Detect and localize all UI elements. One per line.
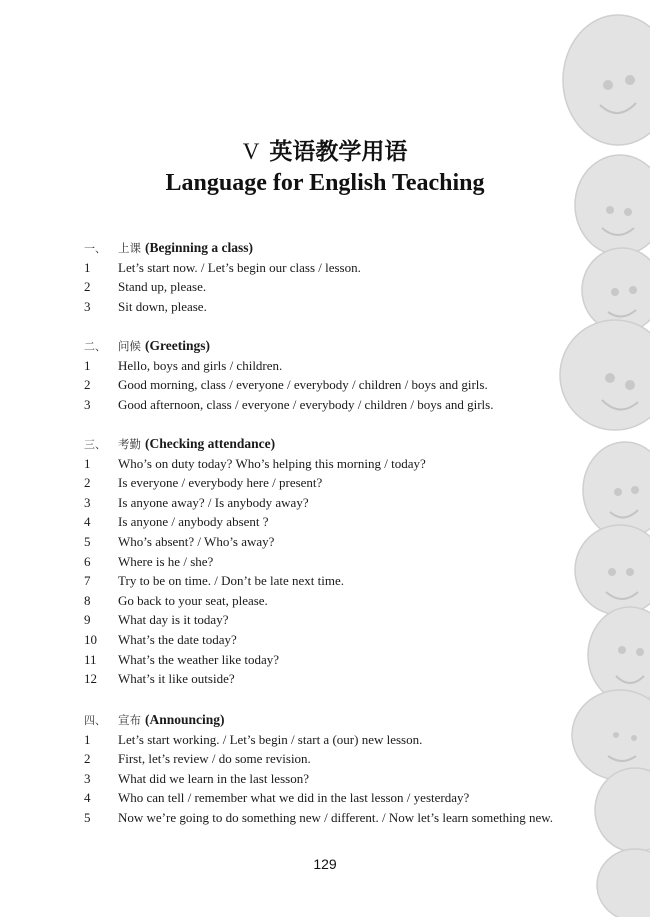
section-title-en: (Checking attendance)	[145, 436, 276, 451]
item-number: 1	[84, 357, 91, 373]
item-number: 2	[84, 751, 91, 767]
item-number: 1	[84, 731, 91, 747]
page-title-chinese	[0, 133, 650, 166]
section-title-cn: 宣布	[118, 713, 141, 727]
item-text: Who’s absent? / Who’s away?	[118, 533, 275, 549]
item-number: 8	[84, 592, 91, 608]
section-greetings	[84, 336, 584, 414]
item-number: 2	[84, 475, 91, 491]
item-number: 12	[84, 671, 97, 687]
item-text: Good afternoon, class / everyone / everybody / children / boys and girls.	[118, 396, 494, 412]
list-item	[84, 650, 584, 670]
item-text: What day is it today?	[118, 612, 229, 628]
item-text: First, let’s review / do some revision.	[118, 751, 311, 767]
item-text: What’s the date today?	[118, 631, 237, 647]
title-cn-text: 英语教学用语	[269, 139, 408, 165]
section-title-cn: 考勤	[118, 437, 141, 451]
item-text: What’s the weather like today?	[118, 651, 279, 667]
item-number: 2	[84, 279, 91, 295]
list-item	[84, 493, 584, 513]
item-text: Is anyone away? / Is anybody away?	[118, 494, 309, 510]
item-number: 7	[84, 573, 91, 589]
item-text: Go back to your seat, please.	[118, 592, 268, 608]
list-item	[84, 788, 584, 808]
item-text: What did we learn in the last lesson?	[118, 770, 309, 786]
list-item	[84, 532, 584, 552]
item-text: Where is he / she?	[118, 553, 214, 569]
item-number: 3	[84, 494, 91, 510]
list-item	[84, 512, 584, 532]
list-item	[84, 454, 584, 474]
list-item	[84, 630, 584, 650]
section-title-en: (Greetings)	[145, 338, 210, 353]
section-title-en: (Beginning a class)	[145, 240, 254, 255]
section-announcing	[84, 710, 584, 828]
section-number: 三、	[84, 438, 106, 451]
item-text: Is everyone / everybody here / present?	[118, 475, 323, 491]
section-checking-attendance	[84, 434, 584, 689]
section-title-en: (Announcing)	[145, 712, 225, 727]
item-text: Is anyone / anybody absent ?	[118, 514, 269, 530]
section-title-cn: 上课	[118, 241, 141, 255]
list-item	[84, 297, 584, 317]
item-text: Who can tell / remember what we did in the last lesson / yesterday?	[118, 790, 470, 806]
item-number: 4	[84, 790, 91, 806]
list-item	[84, 610, 584, 630]
page-number: 129	[313, 856, 337, 872]
item-number: 3	[84, 396, 91, 412]
roman-numeral: V	[242, 139, 260, 164]
item-number: 10	[84, 631, 97, 647]
list-item	[84, 258, 584, 278]
item-number: 5	[84, 533, 91, 549]
list-item	[84, 395, 584, 415]
list-item	[84, 277, 584, 297]
item-number: 9	[84, 612, 91, 628]
item-number: 11	[84, 651, 97, 667]
section-beginning-a-class	[84, 238, 584, 316]
section-number: 四、	[84, 714, 106, 727]
list-item	[84, 669, 584, 689]
item-number: 1	[84, 259, 91, 275]
section-title-cn: 问候	[118, 339, 141, 353]
list-item	[84, 356, 584, 376]
item-text: Stand up, please.	[118, 279, 207, 295]
section-heading	[84, 336, 584, 356]
section-heading	[84, 710, 584, 730]
item-number: 6	[84, 553, 91, 569]
item-text: Let’s start now. / Let’s begin our class / lesson.	[118, 259, 361, 275]
item-text: Now we’re going to do something new / different. / Now let’s learn something new.	[118, 809, 554, 825]
list-item	[84, 591, 584, 611]
list-item	[84, 730, 584, 750]
item-text: Sit down, please.	[118, 298, 207, 314]
list-item	[84, 769, 584, 789]
section-heading	[84, 434, 584, 454]
item-number: 4	[84, 514, 91, 530]
item-text: Let’s start working. / Let’s begin / start a (our) new lesson.	[118, 731, 423, 747]
item-text: What’s it like outside?	[118, 671, 235, 687]
item-number: 5	[84, 809, 91, 825]
page-title-english: Language for English Teaching	[165, 170, 485, 196]
item-text: Good morning, class / everyone / everybody / children / boys and girls.	[118, 377, 488, 393]
item-number: 2	[84, 377, 91, 393]
list-item	[84, 571, 584, 591]
list-item	[84, 749, 584, 769]
list-item	[84, 808, 584, 828]
item-number: 1	[84, 455, 91, 471]
section-heading	[84, 238, 584, 258]
list-item	[84, 375, 584, 395]
item-text: Who’s on duty today? Who’s helping this morning / today?	[118, 455, 426, 471]
section-number: 二、	[84, 340, 106, 353]
list-item	[84, 473, 584, 493]
section-number: 一、	[84, 242, 106, 255]
list-item	[84, 552, 584, 572]
item-text: Hello, boys and girls / children.	[118, 357, 283, 373]
item-number: 3	[84, 770, 91, 786]
item-number: 3	[84, 298, 91, 314]
item-text: Try to be on time. / Don’t be late next time.	[118, 573, 345, 589]
